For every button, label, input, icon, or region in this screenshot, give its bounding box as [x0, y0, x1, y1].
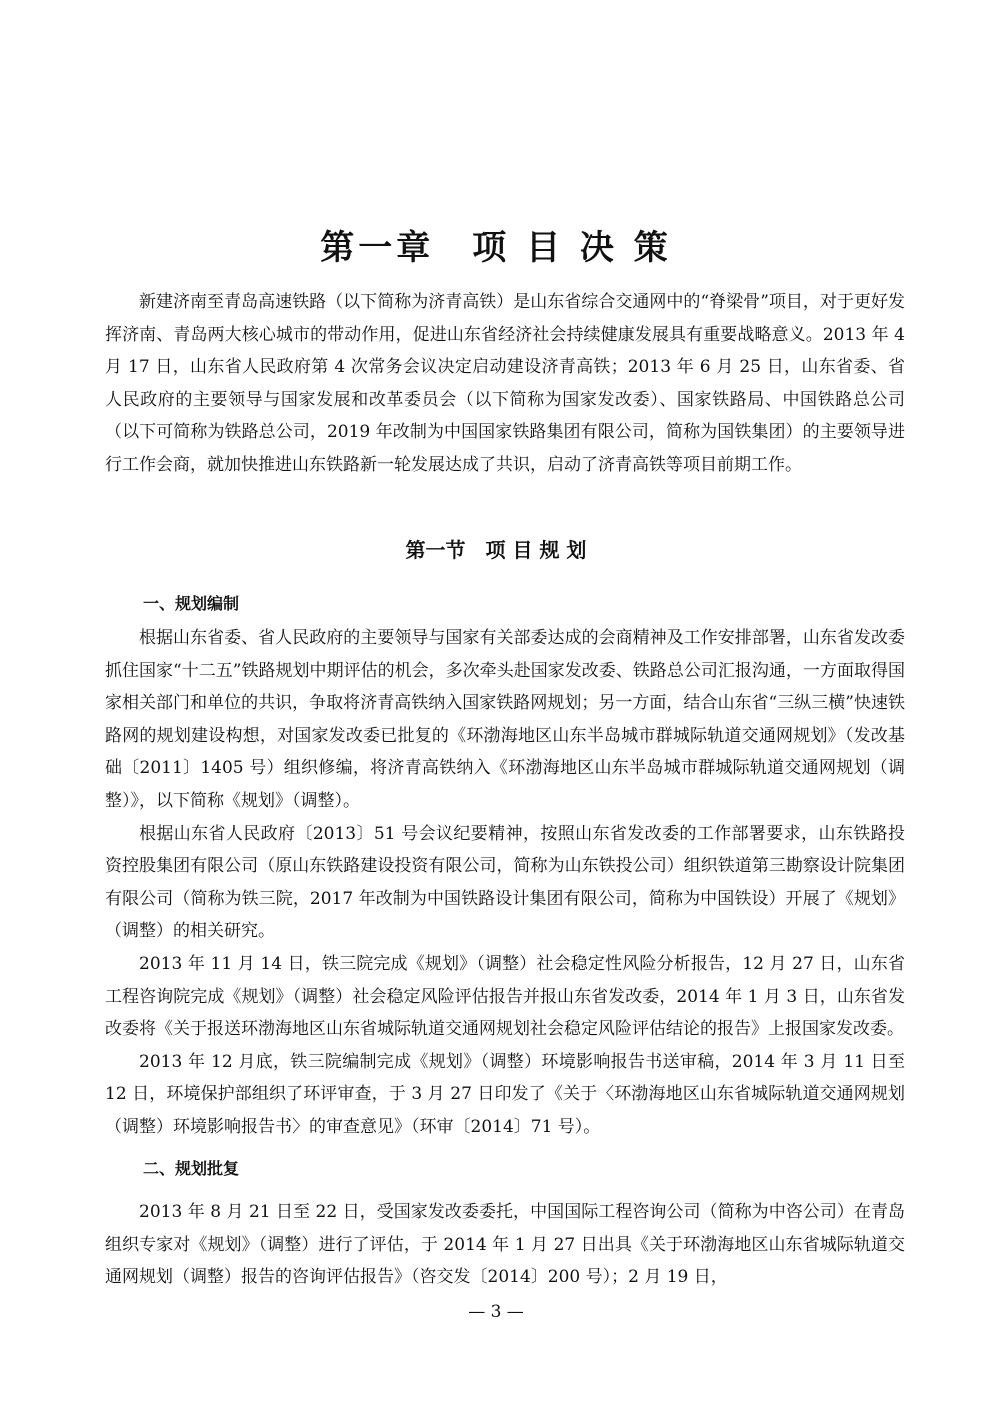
chapter-title: 第一章 项 目 决 策 — [320, 228, 672, 268]
intro-block — [105, 286, 905, 482]
paragraph: 根据山东省委、省人民政府的主要领导与国家有关部委达成的会商精神及工作安排部署，山东省发改委抓住国家“十二五”铁路规划中期评估的机会，多次牵头赴国家发改委、铁路总公司汇报沟通，一方面取得国家相关部门和单位的共识，争取将济青高铁纳入国家铁路网规划；另一方面，结合山东省“三纵三横”快速铁路网的规划建设构想，对国家发改委已批复的《环渤海地区山东半岛城市群城际轨道交通网规划》（发改基础〔2011〕1405 号）组织修编，将济青高铁纳入《环渤海地区山东半岛城市群城际轨道交通网规划（调整）》，以下简称《规划》（调整）。 — [105, 628, 905, 811]
paragraph: 2013 年 8 月 21 日至 22 日，受国家发改委委托，中国国际工程咨询公司（简称为中咨公司）在青岛组织专家对《规划》（调整）进行了评估，于 2014 年 1 月 27 日出具《关于环渤海地区山东省城际轨道交通网规划（调整）报告的咨询评估报告》（咨交发〔2014〕200 号）；2 月 19 日， — [105, 1202, 905, 1288]
intro-paragraph: 新建济南至青岛高速铁路（以下简称为济青高铁）是山东省综合交通网中的“脊梁骨”项目，对于更好发挥济南、青岛两大核心城市的带动作用，促进山东省经济社会持续健康发展具有重要战略意义。2013 年 4 月 17 日，山东省人民政府第 4 次常务会议决定启动建设济青高铁；2013 年 6 月 25 日，山东省委、省人民政府的主要领导与国家发展和改革委员会（以下简称为国家发改委）、国家铁路局、中国铁路总公司（以下可简称为铁路总公司，2019 年改制为中国国家铁路集团有限公司，简称为国铁集团）的主要领导进行工作会商，就加快推进山东铁路新一轮发展达成了共识，启动了济青高铁等项目前期工作。 — [105, 292, 905, 475]
subsection-heading-approval: 二、规划批复 — [143, 1159, 240, 1178]
paragraph: 2013 年 12 月底，铁三院编制完成《规划》（调整）环境影响报告书送审稿，2014 年 3 月 11 日至 12 日，环境保护部组织了环评审查，于 3 月 27 日印发了《关于〈环渤海地区山东省城际轨道交通网规划（调整）环境影响报告书〉的审查意见》（环审〔2014〕71 号）。 — [105, 1051, 905, 1137]
paragraph: 根据山东省人民政府〔2013〕51 号会议纪要精神，按照山东省发改委的工作部署要求，山东铁路投资控股集团有限公司（原山东铁路建设投资有限公司，简称为山东铁投公司）组织铁道第三勘察设计院集团有限公司（简称为铁三院，2017 年改制为中国铁路设计集团有限公司，简称为中国铁设）开展了《规划》（调整）的相关研究。 — [105, 823, 905, 942]
page-number: — 3 — — [468, 1302, 524, 1322]
section-title: 第一节 项 目 规 划 — [405, 538, 587, 562]
approval-text-block — [105, 1196, 905, 1294]
subsection-heading-planning: 一、规划编制 — [143, 594, 240, 613]
planning-text-block — [105, 622, 905, 1144]
paragraph: 2013 年 11 月 14 日，铁三院完成《规划》（调整）社会稳定性风险分析报告，12 月 27 日，山东省工程咨询院完成《规划》（调整）社会稳定风险评估报告并报山东省发改委，2014 年 1 月 3 日，山东省发改委将《关于报送环渤海地区山东省城际轨道交通网规划社会稳定风险评估结论的报告》上报国家发改委。 — [105, 953, 905, 1040]
